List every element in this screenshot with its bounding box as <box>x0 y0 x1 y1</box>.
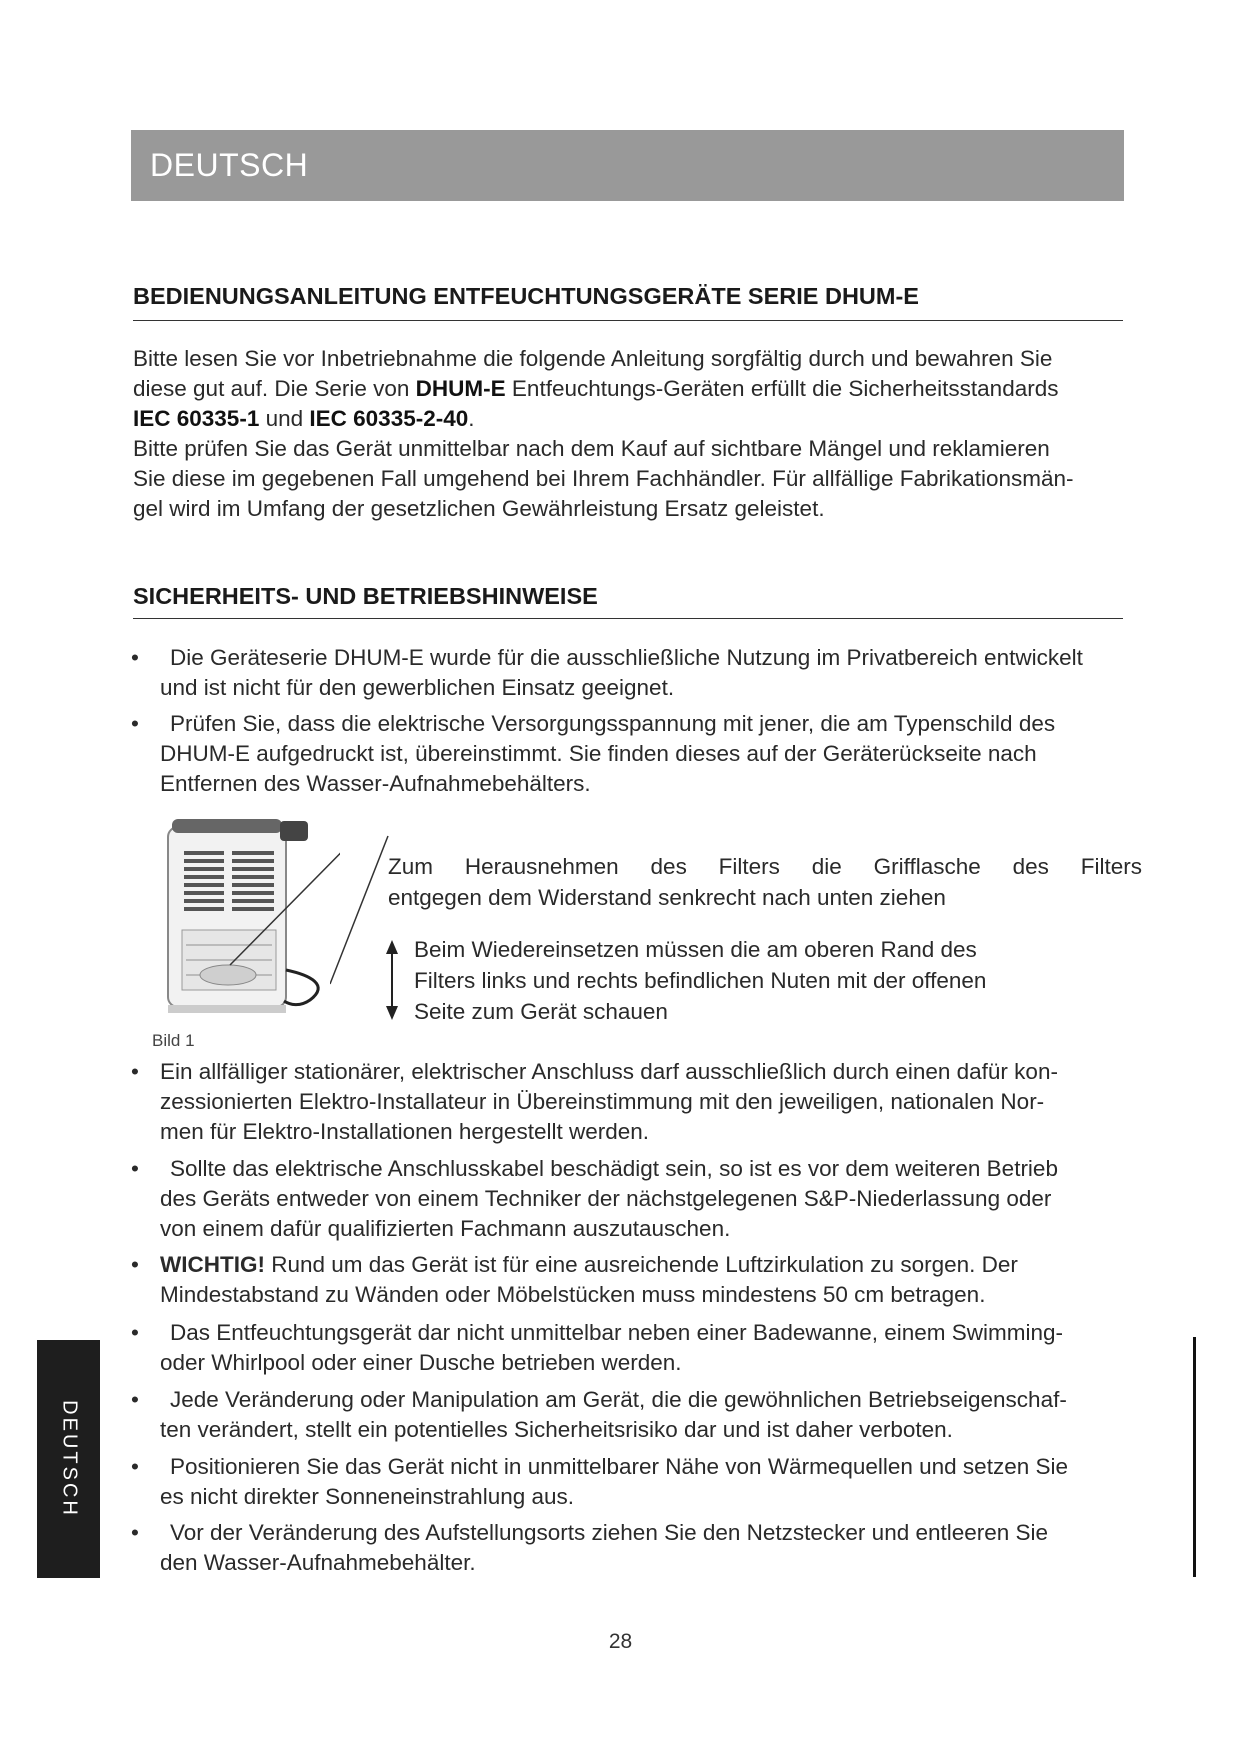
bullet-line: Ein allfälliger stationärer, elektrischer Anschluss darf ausschließlich durch einen dafür kon- <box>160 1059 1058 1084</box>
instruction-line: Beim Wiedereinsetzen müssen die am oberen Rand des <box>414 937 977 962</box>
intro-text: . <box>468 406 475 431</box>
safety-title-underline <box>133 618 1123 619</box>
intro-bold-standard: IEC 60335-2-40 <box>309 406 469 431</box>
bullet-line: Die Geräteserie DHUM-E wurde für die ausschließliche Nutzung im Privatbereich entwickelt <box>170 645 1083 670</box>
section-title-safety: SICHERHEITS- UND BETRIEBSHINWEISE <box>133 583 598 609</box>
figure-label: Bild 1 <box>152 1031 195 1050</box>
bullet-line: oder Whirlpool oder einer Dusche betrieben werden. <box>160 1350 682 1375</box>
side-tab-label: DEUTSCH <box>58 1400 80 1518</box>
bullet-line: Vor der Veränderung des Aufstellungsorts ziehen Sie den Netzstecker und entleeren Sie <box>170 1520 1049 1545</box>
bullet-dot: • <box>131 1252 139 1277</box>
title-underline <box>133 320 1123 321</box>
intro-line <box>133 374 1133 404</box>
bullet-line: den Wasser-Aufnahmebehälter. <box>160 1550 476 1575</box>
bullet-dot: • <box>131 1320 139 1345</box>
bullet-dot: • <box>131 1520 139 1545</box>
bullet-line: Sollte das elektrische Anschlusskabel beschädigt sein, so ist es vor dem weiteren Betrieb <box>170 1156 1058 1181</box>
intro-bold-model: DHUM-E <box>415 376 506 401</box>
filter-remove-instruction <box>388 851 1142 913</box>
language-side-tab <box>37 1340 100 1578</box>
important-label: WICHTIG! <box>160 1252 265 1277</box>
instruction-line: entgegen dem Widerstand senkrecht nach unten ziehen <box>388 885 946 910</box>
section-title-manual: BEDIENUNGSANLEITUNG ENTFEUCHTUNGSGERÄTE SERIE DHUM-E <box>133 283 919 309</box>
instruction-line: Seite zum Gerät schauen <box>414 999 668 1024</box>
bullet-line <box>160 1250 1190 1280</box>
bullet-line: Prüfen Sie, dass die elektrische Versorgungsspannung mit jener, die am Typenschild des <box>170 711 1056 736</box>
intro-text: und <box>259 406 310 431</box>
intro-paragraph <box>133 344 1133 524</box>
page-number: 28 <box>608 1630 633 1653</box>
bullet-dot: • <box>131 711 139 736</box>
margin-bar <box>1193 1337 1196 1577</box>
bullet-line: es nicht direkter Sonneneinstrahlung aus. <box>160 1484 575 1509</box>
up-down-arrow-icon <box>384 940 400 1020</box>
bullet-text: Rund um das Gerät ist für eine ausreichende Luftzirkulation zu sorgen. Der <box>264 1252 1018 1277</box>
bullet-dot: • <box>131 645 139 670</box>
bullet-line: von einem dafür qualifizierten Fachmann auszutauschen. <box>160 1216 731 1241</box>
bullet-line: Das Entfeuchtungsgerät dar nicht unmittelbar neben einer Badewanne, einem Swimming- <box>170 1320 1064 1345</box>
bullet-line: DHUM-E aufgedruckt ist, übereinstimmt. Sie finden dieses auf der Geräterückseite nach <box>160 741 1037 766</box>
bullet-line: Positionieren Sie das Gerät nicht in unmittelbarer Nähe von Wärmequellen und setzen Sie <box>170 1454 1068 1479</box>
bullet-dot: • <box>131 1454 139 1479</box>
bullet-line: Jede Veränderung oder Manipulation am Gerät, die die gewöhnlichen Betriebseigenschaf- <box>170 1387 1067 1412</box>
intro-bold-standard: IEC 60335-1 <box>133 406 260 431</box>
bullet-line: Entfernen des Wasser-Aufnahmebehälters. <box>160 771 591 796</box>
intro-line: Bitte lesen Sie vor Inbetriebnahme die folgende Anleitung sorgfältig durch und bewahren Sie <box>133 346 1053 371</box>
intro-text: diese gut auf. Die Serie von <box>133 376 416 401</box>
language-banner <box>131 130 1124 201</box>
bullet-dot: • <box>131 1387 139 1412</box>
bullet-line: ten verändert, stellt ein potentielles Sicherheitsrisiko dar und ist daher verboten. <box>160 1417 953 1442</box>
intro-text: Entfeuchtungs-Geräten erfüllt die Sicherheitsstandards <box>505 376 1059 401</box>
bullet-dot: • <box>131 1156 139 1181</box>
bullet-line: und ist nicht für den gewerblichen Einsatz geeignet. <box>160 675 675 700</box>
bullet-line: des Geräts entweder von einem Techniker der nächstgelegenen S&P-Niederlassung oder <box>160 1186 1052 1211</box>
dehumidifier-filter-figure <box>160 815 340 1018</box>
intro-line: gel wird im Umfang der gesetzlichen Gewährleistung Ersatz geleistet. <box>133 496 825 521</box>
bullet-line: Mindestabstand zu Wänden oder Möbelstücken muss mindestens 50 cm betragen. <box>160 1282 986 1307</box>
intro-line: Bitte prüfen Sie das Gerät unmittelbar nach dem Kauf auf sichtbare Mängel und reklamieren <box>133 436 1050 461</box>
bullet-line: zessionierten Elektro-Installateur in Übereinstimmung mit den jeweiligen, nationalen Nor- <box>160 1089 1045 1114</box>
pointer-line <box>330 834 390 994</box>
language-banner-label: DEUTSCH <box>150 147 309 183</box>
intro-line <box>133 404 1133 434</box>
bullet-dot: • <box>131 1059 139 1084</box>
instruction-line: Zum Herausnehmen des Filters die Grifflasche des Filters <box>388 854 1142 879</box>
intro-line: Sie diese im gegebenen Fall umgehend bei Ihrem Fachhändler. Für allfällige Fabrikationsmän- <box>133 466 1074 491</box>
bullet-line: men für Elektro-Installationen hergestellt werden. <box>160 1119 650 1144</box>
filter-insert-instruction <box>414 934 1114 1027</box>
instruction-line: Filters links und rechts befindlichen Nuten mit der offenen <box>414 968 987 993</box>
